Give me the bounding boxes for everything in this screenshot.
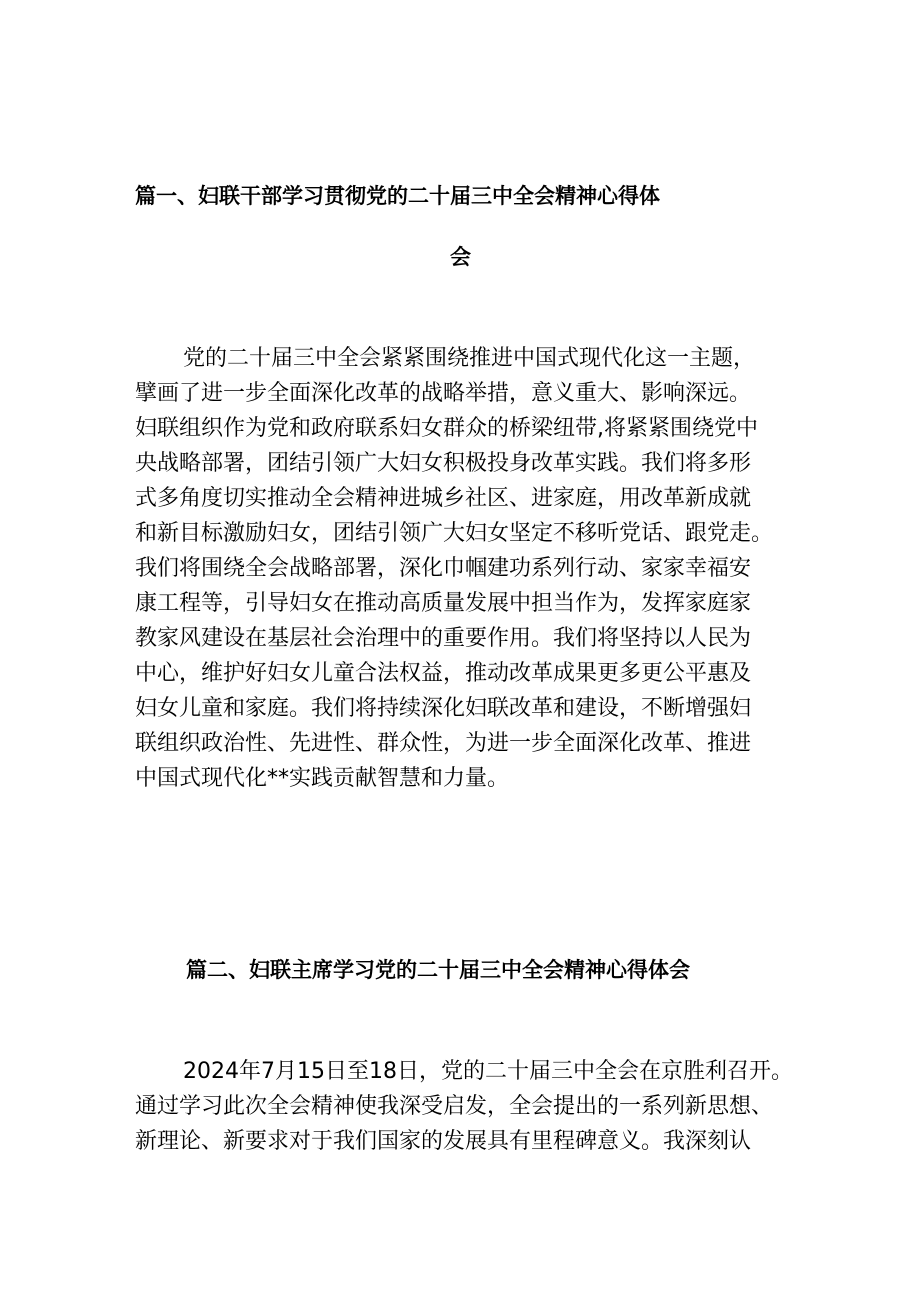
- paragraph-line: 党的二十届三中全会紧紧围绕推进中国式现代化这一主题，: [183, 346, 756, 371]
- paragraph-line: 中国式现代化**实践贡献智慧和力量。: [135, 766, 510, 791]
- paragraph-line: 通过学习此次全会精神使我深受启发，全会提出的一系列新思想、: [135, 1094, 774, 1119]
- paragraph-line: 2024年7月15日至18日，党的二十届三中全会在京胜利召开。: [183, 1059, 793, 1084]
- paragraph-line: 新理论、新要求对于我们国家的发展具有里程碑意义。我深刻认: [135, 1129, 752, 1154]
- paragraph-line: 央战略部署，团结引领广大妇女积极投身改革实践。我们将多形: [135, 451, 752, 476]
- paragraph-line: 中心，维护好妇女儿童合法权益，推动改革成果更多更公平惠及: [135, 661, 752, 686]
- paragraph-line: 联组织政治性、先进性、群众性，为进一步全面深化改革、推进: [135, 731, 752, 756]
- section1-paragraph: [135, 341, 795, 796]
- section1-title-line2: 会: [450, 245, 471, 269]
- paragraph-line: 和新目标激励妇女，团结引领广大妇女坚定不移听党话、跟党走。: [135, 521, 774, 546]
- section2-paragraph: [135, 1054, 795, 1159]
- paragraph-line: 我们将围绕全会战略部署，深化巾帼建功系列行动、家家幸福安: [135, 556, 752, 581]
- paragraph-line: 妇女儿童和家庭。我们将持续深化妇联改革和建设，不断增强妇: [135, 696, 752, 721]
- paragraph-line: 康工程等，引导妇女在推动高质量发展中担当作为，发挥家庭家: [135, 591, 752, 616]
- paragraph-line: 教家风建设在基层社会治理中的重要作用。我们将坚持以人民为: [135, 626, 752, 651]
- paragraph-line: 妇联组织作为党和政府联系妇女群众的桥梁纽带,将紧紧围绕党中: [135, 416, 758, 441]
- section2-title: 篇二、妇联主席学习党的二十届三中全会精神心得体会: [186, 958, 690, 982]
- paragraph-line: 擘画了进一步全面深化改革的战略举措，意义重大、影响深远。: [135, 381, 752, 406]
- section1-title-line1: 篇一、妇联干部学习贯彻党的二十届三中全会精神心得体: [135, 184, 660, 208]
- paragraph-line: 式多角度切实推动全会精神进城乡社区、进家庭，用改革新成就: [135, 486, 752, 511]
